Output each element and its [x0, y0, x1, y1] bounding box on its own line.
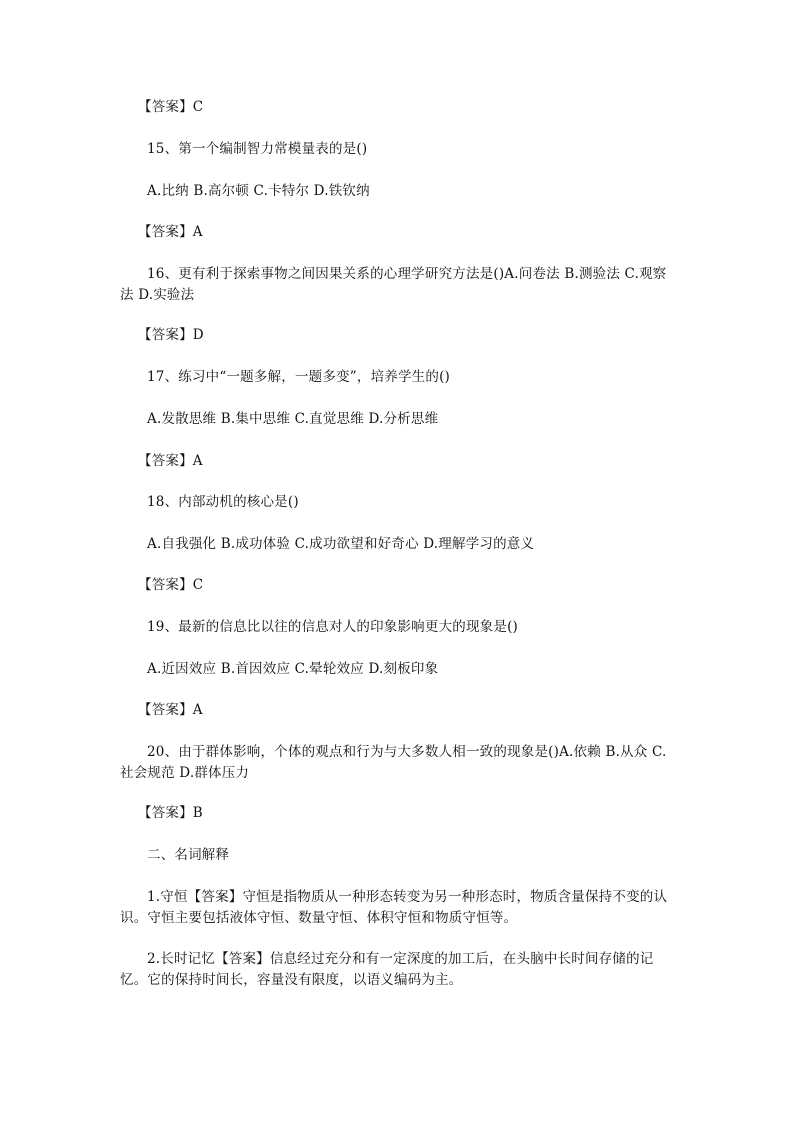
- options-17: A.发散思维 B.集中思维 C.直觉思维 D.分析思维: [147, 411, 439, 427]
- question-15: 15、第一个编制智力常模量表的是(): [147, 141, 368, 157]
- answer-15: 【答案】A: [138, 224, 203, 240]
- question-17: 17、练习中“一题多解，一题多变”，培养学生的(): [147, 369, 451, 385]
- question-18: 18、内部动机的核心是(): [147, 494, 299, 510]
- answer-14: 【答案】C: [138, 99, 204, 115]
- options-18: A.自我强化 B.成功体验 C.成功欲望和好奇心 D.理解学习的意义: [147, 536, 535, 552]
- answer-17: 【答案】A: [138, 453, 203, 469]
- answer-20: 【答案】B: [138, 805, 203, 821]
- question-16: 16、更有利于探索事物之间因果关系的心理学研究方法是()A.问卷法 B.测验法 C.观察法 D.实验法: [120, 266, 667, 303]
- options-19: A.近因效应 B.首因效应 C.晕轮效应 D.刻板印象: [147, 661, 439, 677]
- answer-16: 【答案】D: [138, 327, 204, 343]
- question-19: 19、最新的信息比以往的信息对人的印象影响更大的现象是(): [147, 619, 519, 635]
- section-heading-terms: 二、名词解释: [147, 847, 230, 863]
- options-15: A.比纳 B.高尔顿 C.卡特尔 D.铁钦纳: [147, 183, 370, 199]
- term-definition-1: 1.守恒【答案】守恒是指物质从一种形态转变为另一种形态时，物质含量保持不变的认识。守恒主要包括液体守恒、数量守恒、体积守恒和物质守恒等。: [120, 889, 668, 926]
- answer-19: 【答案】A: [138, 702, 203, 718]
- term-definition-2: 2.长时记忆【答案】信息经过充分和有一定深度的加工后，在头脑中长时间存储的记忆。它的保持时间长，容量没有限度，以语义编码为主。: [120, 951, 654, 988]
- question-20: 20、由于群体影响，个体的观点和行为与大多数人相一致的现象是()A.依赖 B.从众 C.社会规范 D.群体压力: [120, 744, 667, 781]
- answer-18: 【答案】C: [138, 577, 204, 593]
